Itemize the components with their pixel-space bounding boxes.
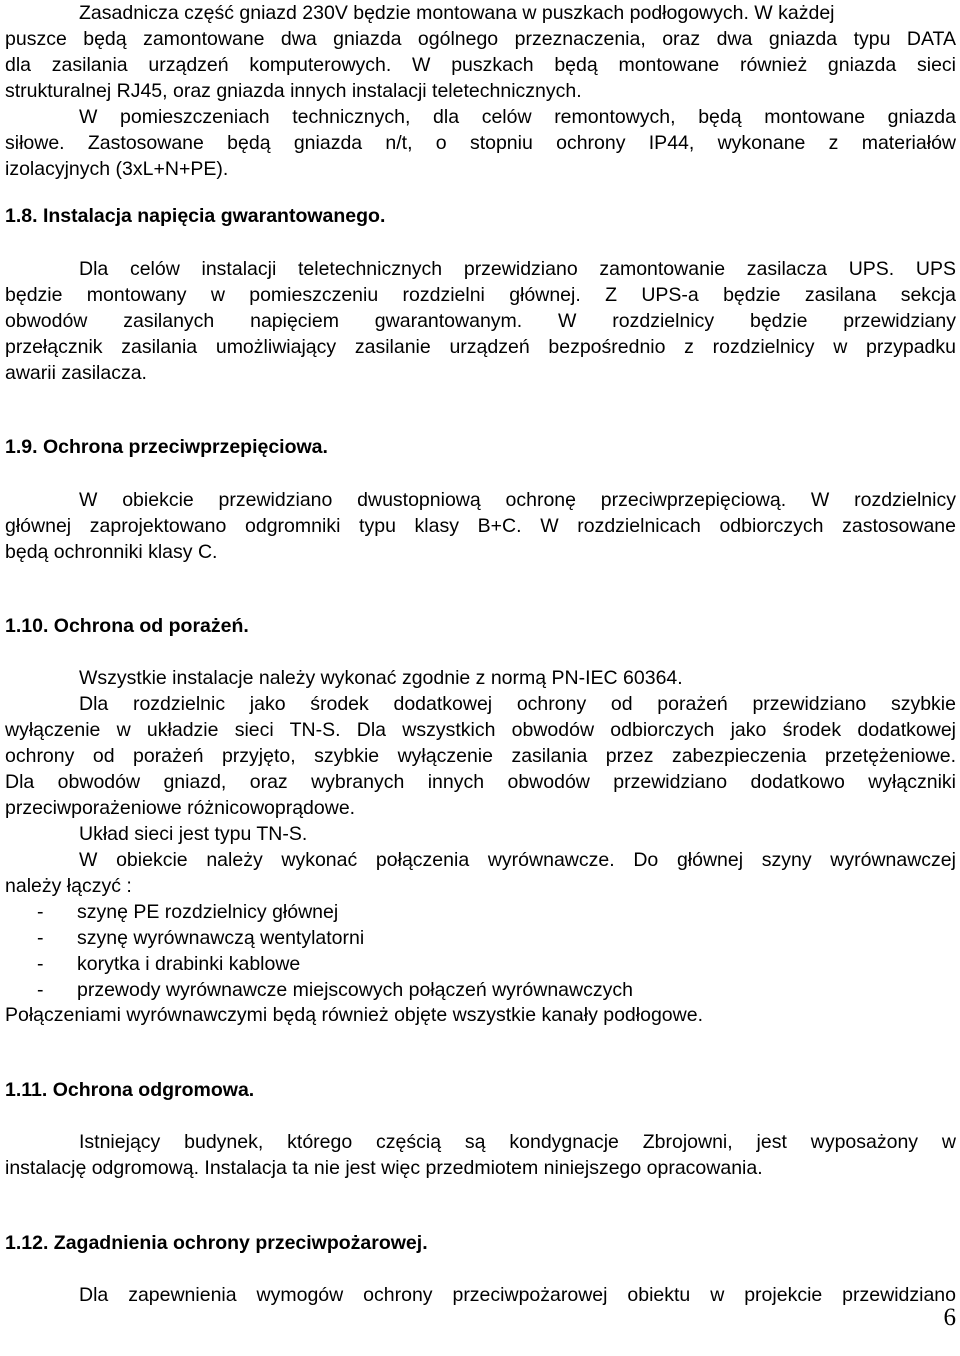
body-text-line: należy łączyć : — [5, 875, 132, 897]
body-text-line: obwodów zasilanych napięciem gwarantowanym. W rozdzielnicy będzie przewidziany — [5, 310, 956, 332]
body-text-line: instalację odgromową. Instalacja ta nie jest więc przedmiotem niniejszego opracowania. — [5, 1157, 763, 1179]
body-text-line: Układ sieci jest typu TN-S. — [79, 823, 308, 845]
body-text-line: przeciwporażeniowe różnicowoprądowe. — [5, 797, 356, 819]
list-item-text: korytka i drabinki kablowe — [77, 953, 301, 975]
body-text-line: głównej zaprojektowano odgromniki typu klasy B+C. W rozdzielnicach odbiorczych zastosowane — [5, 515, 956, 537]
bullet-dash: - — [37, 927, 44, 949]
body-text-line: Połączeniami wyrównawczymi będą również objęte wszystkie kanały podłogowe. — [5, 1004, 703, 1026]
body-text-line: wyłączenie w układzie sieci TN-S. Dla wszystkich obwodów odbiorczych jako środek dodatkowej — [5, 719, 956, 741]
page-number: 6 — [943, 1304, 956, 1331]
body-text-line: ochrony od porażeń przyjęto, szybkie wyłączenie zasilania przez zabezpieczenia przetężeniowe. — [5, 745, 956, 767]
body-text-line: Dla rozdzielnic jako środek dodatkowej ochrony od porażeń przewidziano szybkie — [79, 693, 956, 715]
body-text-line: puszce będą zamontowane dwa gniazda ogólnego przeznaczenia, oraz dwa gniazda typu DATA — [5, 28, 956, 50]
body-text-line: dla zasilania urządzeń komputerowych. W puszkach będą montowane również gniazda sieci — [5, 54, 956, 76]
body-text-line: Istniejący budynek, którego częścią są kondygnacje Zbrojowni, jest wyposażony w — [79, 1131, 956, 1153]
section-heading: 1.8. Instalacja napięcia gwarantowanego. — [5, 205, 386, 227]
bullet-dash: - — [37, 953, 44, 975]
body-text-line: będą ochronniki klasy C. — [5, 541, 218, 563]
body-text-line: strukturalnej RJ45, oraz gniazda innych instalacji teletechnicznych. — [5, 80, 582, 102]
body-text-line: Wszystkie instalacje należy wykonać zgodnie z normą PN-IEC 60364. — [79, 667, 683, 689]
list-item-text: szynę PE rozdzielnicy głównej — [77, 901, 339, 923]
section-heading: 1.10. Ochrona od porażeń. — [5, 615, 249, 637]
section-heading: 1.12. Zagadnienia ochrony przeciwpożarowej. — [5, 1232, 428, 1254]
list-item-text: przewody wyrównawcze miejscowych połączeń wyrównawczych — [77, 979, 633, 1001]
body-text-line: Zasadnicza część gniazd 230V będzie montowana w puszkach podłogowych. W każdej — [79, 2, 835, 24]
body-text-line: W pomieszczeniach technicznych, dla celów remontowych, będą montowane gniazda — [79, 106, 956, 128]
body-text-line: Dla celów instalacji teletechnicznych przewidziano zamontowanie zasilacza UPS. UPS — [79, 258, 956, 280]
body-text-line: przełącznik zasilania umożliwiający zasilanie urządzeń bezpośrednio z rozdzielnicy w przypadku — [5, 336, 956, 358]
section-heading: 1.11. Ochrona odgromowa. — [5, 1079, 255, 1101]
body-text-line: W obiekcie przewidziano dwustopniową ochronę przeciwprzepięciową. W rozdzielnicy — [79, 489, 956, 511]
body-text-line: siłowe. Zastosowane będą gniazda n/t, o stopniu ochrony IP44, wykonane z materiałów — [5, 132, 956, 154]
body-text-line: W obiekcie należy wykonać połączenia wyrównawcze. Do głównej szyny wyrównawczej — [79, 849, 956, 871]
body-text-line: izolacyjnych (3xL+N+PE). — [5, 158, 229, 180]
section-heading: 1.9. Ochrona przeciwprzepięciowa. — [5, 436, 328, 458]
bullet-dash: - — [37, 901, 44, 923]
body-text-line: będzie montowany w pomieszczeniu rozdzielni głównej. Z UPS-a będzie zasilana sekcja — [5, 284, 956, 306]
bullet-dash: - — [37, 979, 44, 1001]
body-text-line: Dla obwodów gniazd, oraz wybranych innych obwodów przewidziano dodatkowo wyłączniki — [5, 771, 956, 793]
list-item-text: szynę wyrównawczą wentylatorni — [77, 927, 365, 949]
body-text-line: awarii zasilacza. — [5, 362, 147, 384]
body-text-line: Dla zapewnienia wymogów ochrony przeciwpożarowej obiektu w projekcie przewidziano — [79, 1284, 956, 1306]
